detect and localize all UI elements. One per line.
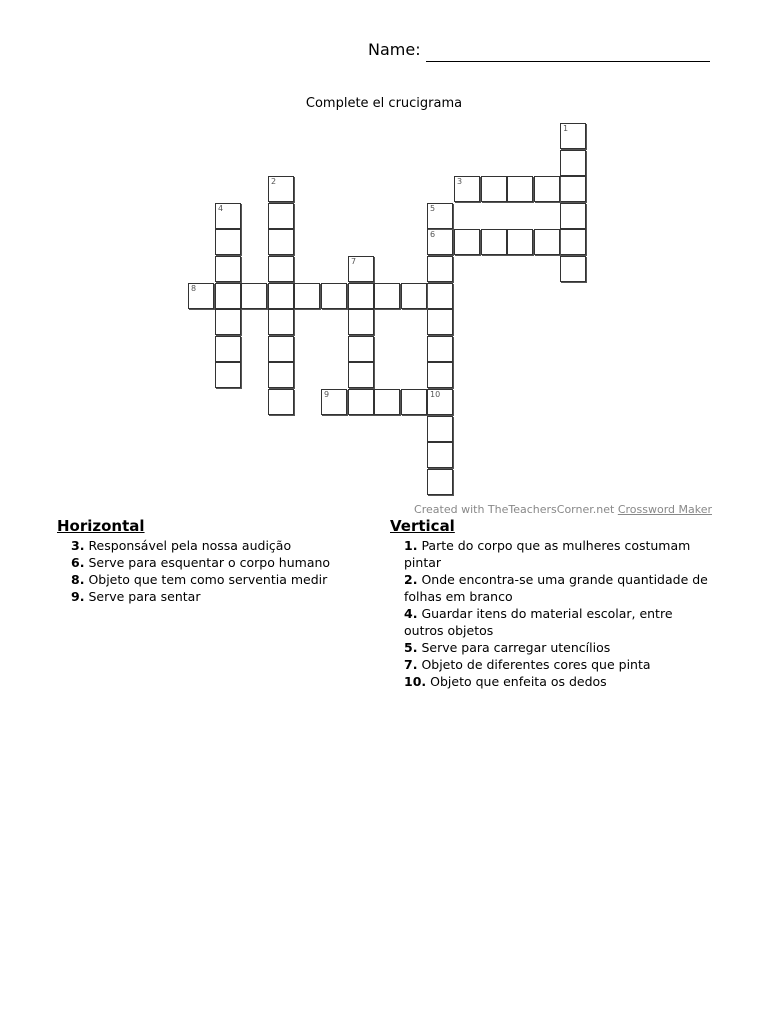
crossword-cell[interactable] [268, 362, 294, 388]
clue-text: Objeto que tem como serventia medir [88, 572, 328, 587]
crossword-cell[interactable] [534, 176, 560, 202]
cell-number: 4 [218, 204, 224, 213]
crossword-cell[interactable] [401, 389, 427, 415]
clue-number: 2. [404, 572, 418, 587]
clue-text: Objeto que enfeita os dedos [430, 674, 607, 689]
crossword-cell[interactable] [188, 283, 214, 309]
clue-text: Serve para esquentar o corpo humano [88, 555, 331, 570]
cell-number: 8 [191, 284, 197, 293]
credit-line [414, 503, 712, 516]
clue-number: 6. [71, 555, 85, 570]
clue-text: Responsável pela nossa audição [88, 538, 292, 553]
crossword-cell[interactable] [268, 176, 294, 202]
crossword-cell[interactable] [481, 176, 507, 202]
crossword-cell[interactable] [268, 336, 294, 362]
clue-item [390, 639, 710, 656]
crossword-cell[interactable] [427, 283, 453, 309]
cell-number: 10 [430, 390, 441, 399]
clue-text: Serve para sentar [88, 589, 201, 604]
crossword-cell[interactable] [268, 203, 294, 229]
crossword-cell[interactable] [427, 256, 453, 282]
clue-text: Onde encontra-se uma grande quantidade de folhas em branco [404, 572, 708, 604]
crossword-cell[interactable] [427, 389, 453, 415]
crossword-cell[interactable] [560, 229, 586, 255]
clue-number: 10. [404, 674, 427, 689]
crossword-cell[interactable] [427, 362, 453, 388]
crossword-cell[interactable] [560, 176, 586, 202]
crossword-cell[interactable] [427, 229, 453, 255]
clue-number: 5. [404, 640, 418, 655]
crossword-cell[interactable] [454, 229, 480, 255]
clue-item [57, 571, 367, 588]
crossword-cell[interactable] [427, 309, 453, 335]
crossword-cell[interactable] [534, 229, 560, 255]
crossword-cell[interactable] [321, 389, 347, 415]
name-label: Name: [368, 40, 421, 59]
crossword-cell[interactable] [560, 203, 586, 229]
crossword-cell[interactable] [268, 283, 294, 309]
crossword-cell[interactable] [427, 469, 453, 495]
crossword-cell[interactable] [427, 442, 453, 468]
across-clues [57, 518, 367, 605]
clue-number: 4. [404, 606, 418, 621]
crossword-cell[interactable] [374, 389, 400, 415]
crossword-maker-link[interactable]: Crossword Maker [617, 503, 712, 516]
crossword-cell[interactable] [215, 256, 241, 282]
across-heading: Horizontal [57, 517, 145, 535]
clue-item [390, 537, 710, 571]
cell-number: 9 [324, 390, 330, 399]
crossword-cell[interactable] [348, 309, 374, 335]
clue-number: 3. [71, 538, 85, 553]
cell-number: 6 [430, 230, 436, 239]
clue-item [57, 588, 367, 605]
crossword-cell[interactable] [215, 229, 241, 255]
clue-item [390, 571, 710, 605]
crossword-cell[interactable] [348, 283, 374, 309]
crossword-cell[interactable] [427, 203, 453, 229]
crossword-cell[interactable] [268, 229, 294, 255]
cell-number: 2 [271, 177, 277, 186]
clue-number: 1. [404, 538, 418, 553]
crossword-cell[interactable] [215, 362, 241, 388]
crossword-cell[interactable] [560, 256, 586, 282]
crossword-cell[interactable] [294, 283, 320, 309]
clue-number: 7. [404, 657, 418, 672]
crossword-cell[interactable] [215, 336, 241, 362]
crossword-cell[interactable] [507, 176, 533, 202]
crossword-cell[interactable] [454, 176, 480, 202]
crossword-cell[interactable] [560, 123, 586, 149]
clue-number: 9. [71, 589, 85, 604]
cell-number: 1 [563, 124, 569, 133]
clue-text: Guardar itens do material escolar, entre outros objetos [404, 606, 673, 638]
crossword-cell[interactable] [427, 416, 453, 442]
clue-text: Parte do corpo que as mulheres costumam pintar [404, 538, 691, 570]
credit-text: Created with TheTeachersCorner.net [414, 503, 615, 516]
crossword-cell[interactable] [268, 256, 294, 282]
crossword-cell[interactable] [348, 336, 374, 362]
clue-text: Objeto de diferentes cores que pinta [421, 657, 651, 672]
down-clues [390, 518, 710, 690]
clue-item [390, 656, 710, 673]
page-title: Complete el crucigrama [305, 96, 463, 111]
crossword-cell[interactable] [321, 283, 347, 309]
crossword-cell[interactable] [481, 229, 507, 255]
crossword-cell[interactable] [268, 389, 294, 415]
crossword-cell[interactable] [507, 229, 533, 255]
cell-number: 5 [430, 204, 436, 213]
clue-item [390, 605, 710, 639]
crossword-cell[interactable] [348, 362, 374, 388]
crossword-cell[interactable] [401, 283, 427, 309]
down-heading: Vertical [390, 517, 455, 535]
crossword-cell[interactable] [427, 336, 453, 362]
clue-item [57, 554, 367, 571]
crossword-cell[interactable] [215, 283, 241, 309]
cell-number: 3 [457, 177, 463, 186]
clue-number: 8. [71, 572, 85, 587]
crossword-cell[interactable] [241, 283, 267, 309]
cell-number: 7 [351, 257, 357, 266]
crossword-cell[interactable] [215, 309, 241, 335]
crossword-cell[interactable] [560, 150, 586, 176]
clue-item [57, 537, 367, 554]
crossword-cell[interactable] [215, 203, 241, 229]
crossword-cell[interactable] [268, 309, 294, 335]
crossword-cell[interactable] [374, 283, 400, 309]
crossword-cell[interactable] [348, 389, 374, 415]
crossword-cell[interactable] [348, 256, 374, 282]
clue-text: Serve para carregar utencílios [421, 640, 611, 655]
clue-item [390, 673, 710, 690]
